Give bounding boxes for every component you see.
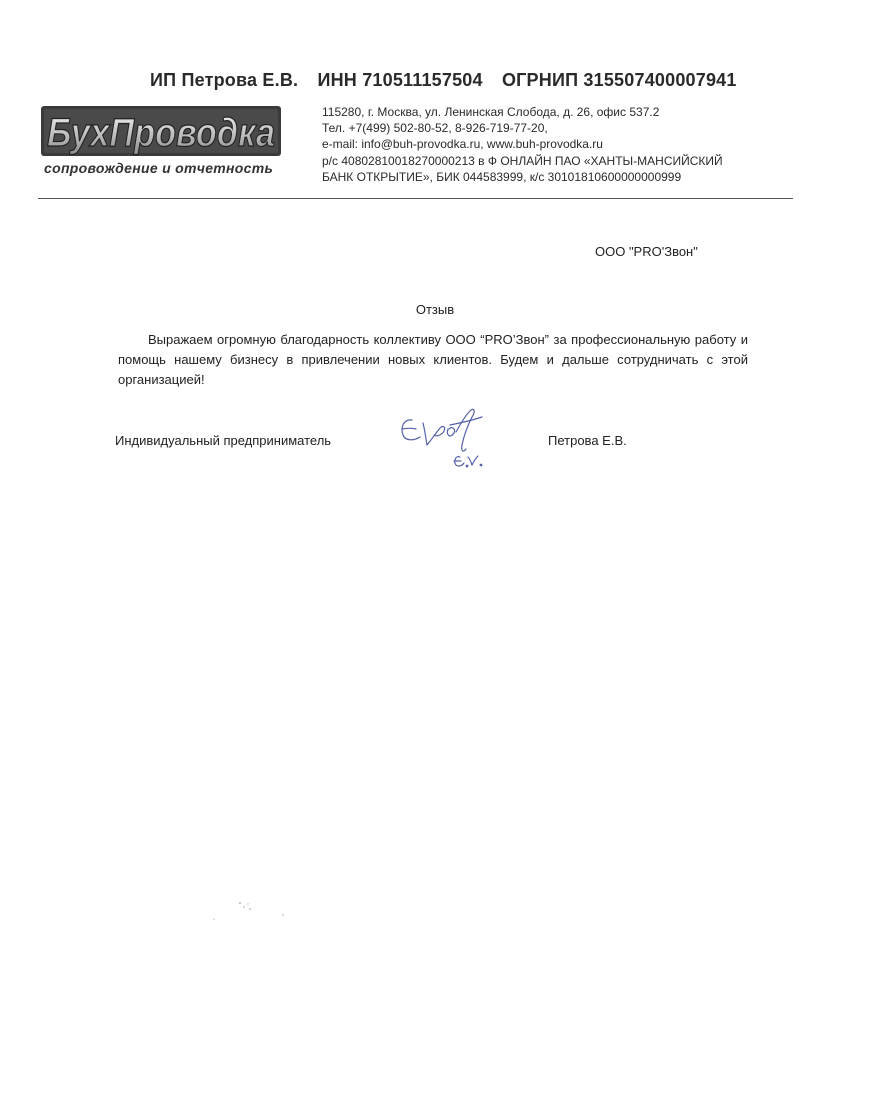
recipient: ООО "PRO'Звон"	[595, 244, 698, 259]
logo-wordmark: БухПроводка	[47, 111, 275, 155]
signer-name: Петрова Е.В.	[548, 433, 627, 448]
email-line: e-mail: info@buh-provodka.ru, www.buh-provodka.ru	[322, 137, 603, 152]
signer-role: Индивидуальный предприниматель	[115, 433, 332, 448]
bank-line-1: р/с 40802810018270000213 в Ф ОНЛАЙН ПАО «ХАНТЫ-МАНСИЙСКИЙ	[322, 153, 723, 168]
scan-specks	[200, 895, 300, 925]
header-divider	[38, 198, 793, 199]
document-title: Отзыв	[415, 302, 455, 317]
logo-wordmark-graphic	[40, 103, 285, 159]
review-body: Выражаем огромную благодарность коллективу ООО “PRO’Звон” за профессиональную работу и помощь нашему бизнесу в привлечении новых клиентов. Будем и дальше сотрудничать с этой организацией!	[118, 332, 748, 387]
handwritten-signature	[390, 395, 500, 475]
inn-number: ИНН 710511157504	[317, 70, 483, 90]
address-line: 115280, г. Москва, ул. Ленинская Слобода, д. 26, офис 537.2	[322, 105, 660, 119]
owner-name: ИП Петрова Е.В.	[150, 70, 299, 90]
letterhead-title	[150, 70, 751, 91]
logo-tagline: сопровождение и отчетность	[44, 160, 274, 176]
company-logo	[40, 103, 285, 183]
ogrnip-number: ОГРНИП 315507400007941	[501, 70, 737, 90]
contact-details	[322, 104, 723, 185]
phone-line: Тел. +7(499) 502-80-52, 8-926-719-77-20,	[322, 121, 548, 136]
bank-line-2: БАНК ОТКРЫТИЕ», БИК 044583999, к/с 30101810600000000999	[322, 169, 682, 184]
